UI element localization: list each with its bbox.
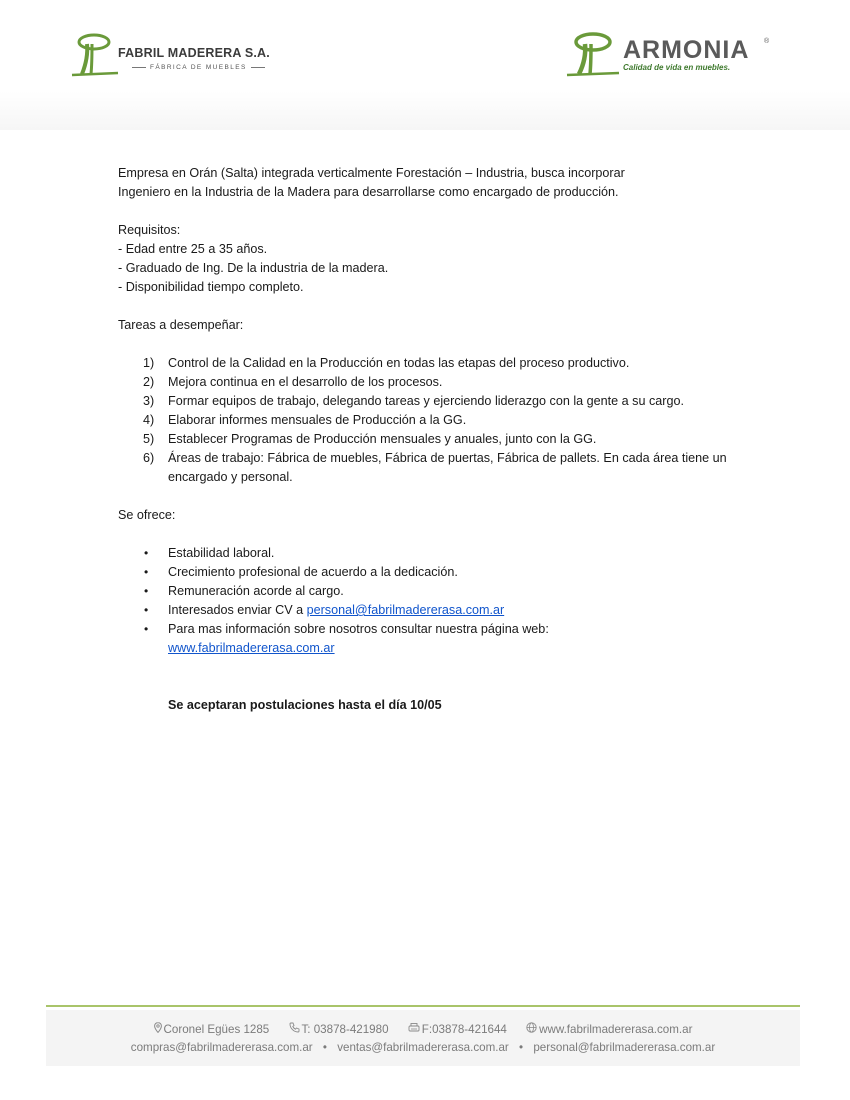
tree-logo-icon (565, 32, 621, 80)
requirements-title: Requisitos: (118, 223, 181, 237)
footer-email-row (46, 1041, 800, 1054)
footer-separator: • (519, 1041, 524, 1054)
job-posting-body (118, 164, 733, 715)
footer-email-personal: personal@fabrilmadererasa.com.ar (533, 1041, 716, 1054)
requirement-item: - Edad entre 25 a 35 años. (118, 242, 268, 256)
fax-icon (408, 1022, 420, 1036)
list-item: 1) Control de la Calidad en la Producción en todas las etapas del proceso productivo. (143, 356, 630, 370)
phone-icon (289, 1022, 300, 1036)
footer-divider (46, 1005, 800, 1007)
right-logo-name: ARMONIA (623, 36, 750, 64)
footer-phone: T: 03878-421980 (301, 1023, 389, 1036)
list-item: 5) Establecer Programas de Producción mensuales y anuales, junto con la GG. (143, 432, 597, 446)
list-item: • Estabilidad laboral. (118, 544, 733, 563)
armonia-logo (565, 32, 780, 80)
footer-website: www.fabrilmadererasa.com.ar (539, 1023, 693, 1036)
list-item: • Remuneración acorde al cargo. (118, 582, 733, 601)
footer-fax: F:03878-421644 (421, 1023, 507, 1036)
list-item: 6) Áreas de trabajo: Fábrica de muebles, Fábrica de puertas, Fábrica de pallets. En cada área tiene un encargado y personal. (143, 451, 727, 484)
list-item: • Crecimiento profesional de acuerdo a la dedicación. (118, 563, 733, 582)
location-pin-icon (154, 1022, 162, 1036)
list-item: 3) Formar equipos de trabajo, delegando tareas y ejerciendo liderazgo con la gente a su cargo. (143, 394, 684, 408)
bullet-icon: • (144, 565, 149, 579)
list-item: 4) Elaborar informes mensuales de Producción a la GG. (143, 413, 467, 427)
fabril-maderera-logo (70, 32, 280, 80)
letterhead-footer (46, 1010, 800, 1066)
bullet-icon: • (144, 546, 149, 560)
footer-separator: • (322, 1041, 327, 1054)
right-logo-tagline: Calidad de vida en muebles. (623, 63, 731, 72)
tree-logo-icon (70, 32, 120, 80)
offers-title: Se ofrece: (118, 508, 176, 522)
tasks-list (118, 354, 733, 487)
application-deadline: Se aceptaran postulaciones hasta el día 10/05 (168, 698, 442, 712)
bullet-icon: • (144, 622, 149, 636)
globe-icon (526, 1022, 537, 1036)
list-item: • Interesados enviar CV a personal@fabrilmadererasa.com.ar (118, 601, 733, 620)
list-item: • Para mas información sobre nosotros consultar nuestra página web: www.fabrilmadererasa.com.ar (144, 622, 549, 655)
letterhead (0, 0, 850, 130)
requirement-item: - Disponibilidad tiempo completo. (118, 280, 304, 294)
footer-email-ventas: ventas@fabrilmadererasa.com.ar (337, 1041, 509, 1054)
list-item: 2) Mejora continua en el desarrollo de los procesos. (143, 375, 443, 389)
left-logo-tagline: FÁBRICA DE MUEBLES (128, 64, 269, 71)
bullet-icon: • (144, 584, 149, 598)
footer-email-compras: compras@fabrilmadererasa.com.ar (130, 1041, 313, 1054)
website-link[interactable]: www.fabrilmadererasa.com.ar (168, 641, 335, 655)
tasks-title: Tareas a desempeñar: (118, 318, 244, 332)
left-logo-name: FABRIL MADERERA S.A. (118, 46, 270, 60)
email-link[interactable]: personal@fabrilmadererasa.com.ar (306, 603, 505, 617)
intro-line: Empresa en Orán (Salta) integrada verticalmente Forestación – Industria, busca incorporar (118, 166, 625, 180)
intro-line: Ingeniero en la Industria de la Madera para desarrollarse como encargado de producción. (118, 185, 619, 199)
registered-mark: ® (764, 38, 770, 45)
footer-contact-row (46, 1022, 800, 1036)
requirement-item: - Graduado de Ing. De la industria de la madera. (118, 261, 389, 275)
bullet-icon: • (144, 603, 149, 617)
offers-list (118, 544, 733, 658)
footer-address: Coronel Egües 1285 (163, 1023, 270, 1036)
